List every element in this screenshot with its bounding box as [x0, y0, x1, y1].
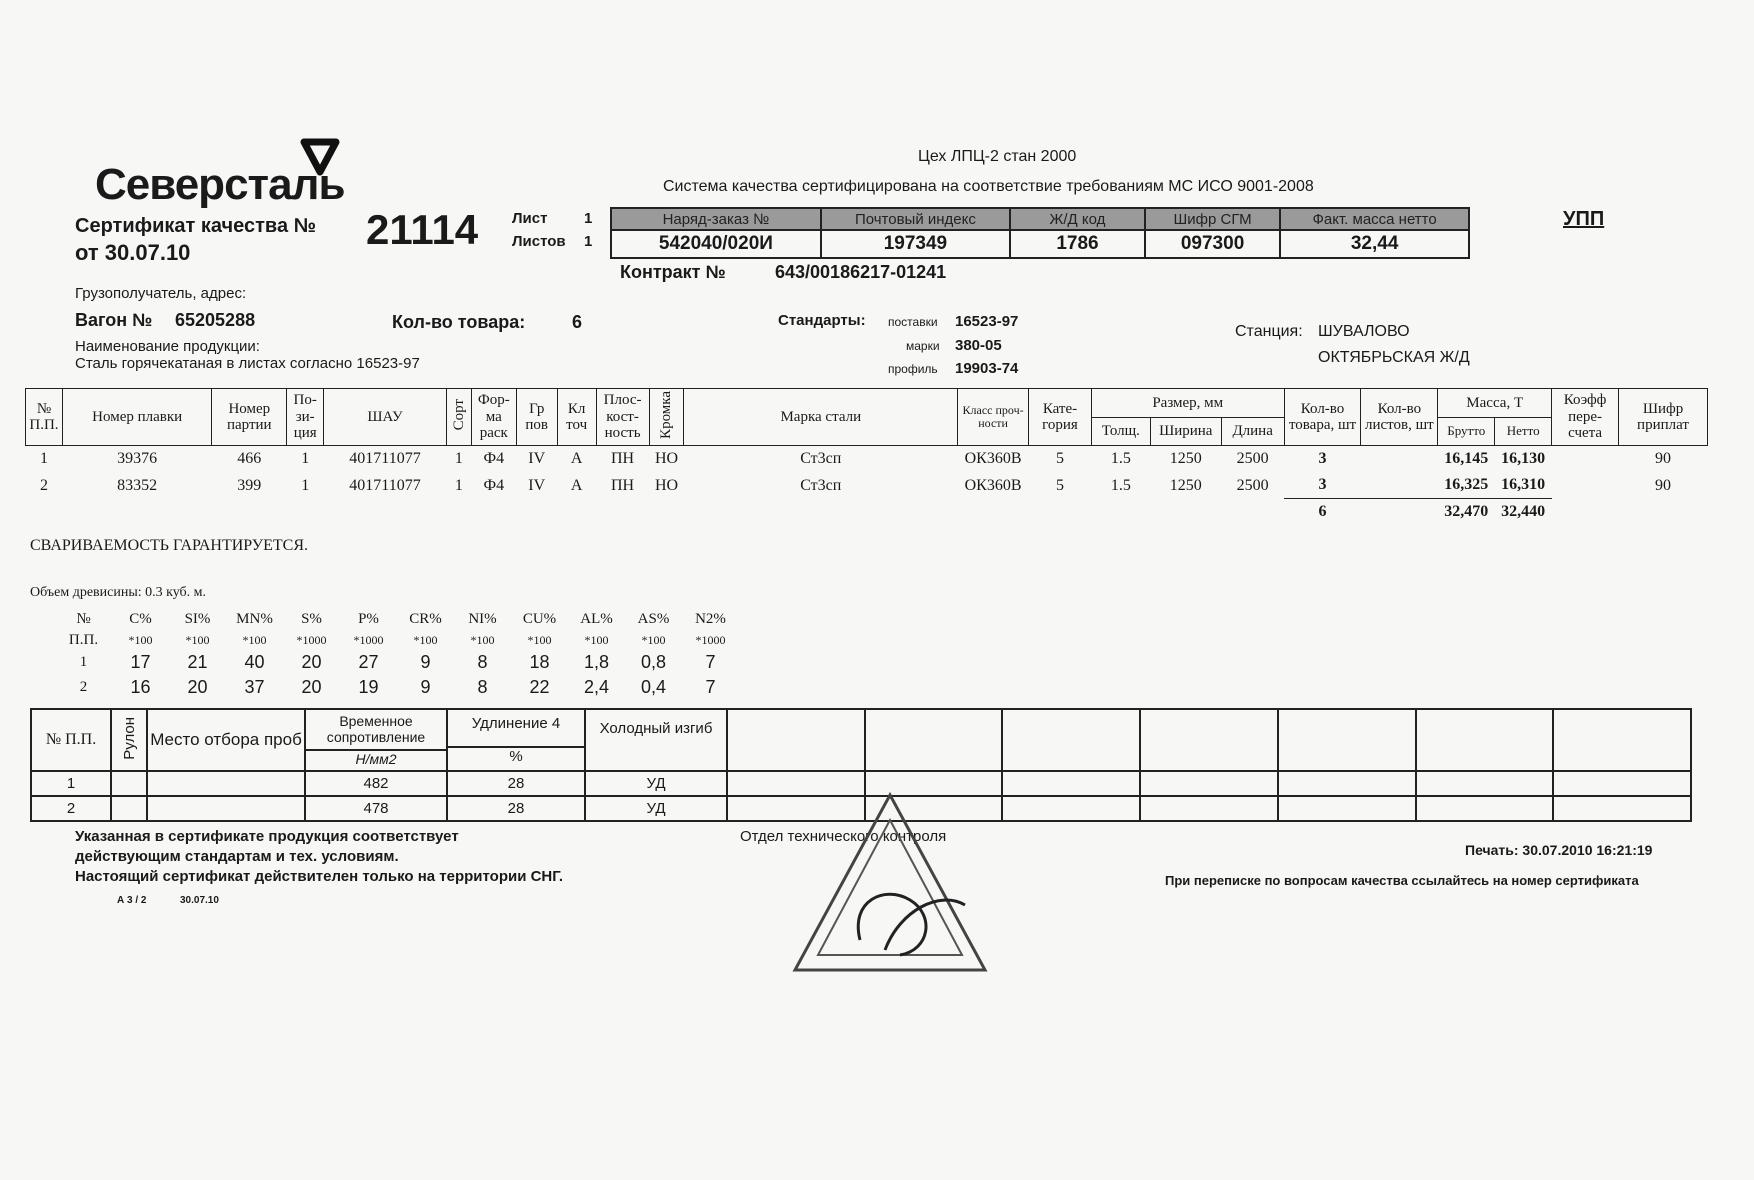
- cell-code: 90: [1655, 476, 1671, 494]
- cell-thick: 1.5: [1110, 476, 1131, 494]
- chem-h-ni: NI%: [468, 610, 497, 627]
- certificate-number: 21114: [366, 206, 479, 253]
- chem-cell: 27: [358, 652, 379, 672]
- workshop-label: Цех ЛПЦ-2 стан 2000: [918, 148, 1077, 165]
- col-heat: Номер плавки: [62, 389, 211, 446]
- standard-profile-value: 19903-74: [955, 360, 1019, 377]
- cell-form: Ф4: [483, 476, 505, 494]
- chem-cell: 1,8: [583, 652, 610, 672]
- chem-m-9: *100: [584, 632, 609, 647]
- cell-shau: 401711077: [349, 476, 421, 494]
- mech-empty-col: [1278, 709, 1416, 771]
- chem-cell: 40: [244, 652, 265, 672]
- chem-cell: 8: [477, 677, 488, 697]
- cell-cls: А: [570, 476, 583, 494]
- col-sort: [446, 389, 471, 446]
- col-batch: Номер партии: [212, 389, 287, 446]
- mech-empty-col: [1140, 709, 1278, 771]
- cell-gross: 16,325: [1444, 476, 1489, 494]
- standard-supply-value: 16523-97: [955, 313, 1019, 330]
- order-info-table: [610, 207, 1470, 259]
- cell-steel: Ст3сп: [800, 476, 842, 494]
- col-steel: Марка стали: [684, 389, 958, 446]
- footer-line-2: действующим стандартам и тех. условиям.: [75, 848, 399, 865]
- wagon-label: Вагон №: [75, 310, 153, 330]
- sgm-value: 097300: [1145, 230, 1280, 258]
- cell-strength: ОК360В: [964, 476, 1022, 494]
- chem-cell: 17: [130, 652, 151, 672]
- cell-cat: 5: [1055, 476, 1064, 494]
- wagon-value: 65205288: [175, 310, 256, 330]
- mech-empty-col: [1416, 709, 1554, 771]
- mech-h-bend: Холодный изгиб: [585, 709, 727, 771]
- chem-cell: 37: [244, 677, 265, 697]
- net-mass-header: Факт. масса нетто: [1280, 208, 1469, 230]
- chem-h-as: AS%: [637, 610, 670, 627]
- mech-h-place: Место отбора проб: [147, 709, 305, 771]
- correspondence-note: При переписке по вопросам качества ссылайтесь на номер сертификата: [1165, 873, 1639, 888]
- col-grp: Гр пов: [516, 389, 557, 446]
- chem-m-10: *100: [641, 632, 666, 647]
- cell-length: 2500: [1236, 450, 1269, 468]
- chem-cell: 20: [301, 652, 322, 672]
- col-sort-label: Сорт: [450, 399, 467, 431]
- contract-value: 643/00186217-01241: [775, 262, 947, 282]
- mech-h-elong-label: Удлинение 4: [471, 715, 561, 732]
- col-length: Длина: [1221, 417, 1284, 446]
- chem-h-si: SI%: [184, 610, 211, 627]
- chem-m-2: *100: [185, 632, 210, 647]
- col-mass: Масса, Т: [1438, 389, 1552, 418]
- cell-sheets: [1361, 446, 1438, 473]
- mech-cell-strength: 478: [305, 796, 447, 821]
- cell-heat: 83352: [117, 476, 158, 494]
- cell-num: 2: [39, 476, 48, 494]
- station-value: ШУВАЛОВО: [1318, 323, 1410, 340]
- upp-label: УПП: [1563, 208, 1605, 230]
- severstal-logo: Северсталь: [95, 160, 345, 209]
- cell-batch: 466: [237, 450, 262, 468]
- net-mass-value: 32,44: [1280, 230, 1469, 258]
- cell-cat: 5: [1055, 450, 1064, 468]
- chem-cell: 2,4: [583, 677, 610, 697]
- cell-length: 2500: [1236, 476, 1269, 494]
- total-gross: 32,470: [1438, 499, 1495, 526]
- col-width: Ширина: [1150, 417, 1221, 446]
- chem-h-s: S%: [301, 610, 322, 627]
- postal-header: Почтовый индекс: [821, 208, 1010, 230]
- footer-line-3: Настоящий сертификат действителен только на территории СНГ.: [75, 868, 564, 885]
- totals-row: [26, 499, 1708, 526]
- severstal-logo-mark-icon: [300, 138, 340, 176]
- cell-grp: IV: [528, 476, 546, 494]
- chem-m-3: *100: [242, 632, 267, 647]
- print-timestamp: Печать: 30.07.2010 16:21:19: [1465, 842, 1653, 858]
- table-row: [26, 472, 1708, 499]
- cell-shau: 401711077: [349, 450, 421, 468]
- cell-strength: ОК360В: [964, 450, 1022, 468]
- standard-profile-label: профиль: [888, 362, 938, 376]
- wood-volume-note: Объем древисины: 0.3 куб. м.: [30, 585, 207, 600]
- chem-cell: 8: [477, 652, 488, 672]
- chem-m-4: *1000: [296, 632, 327, 647]
- footer-code-date: 30.07.10: [180, 895, 219, 906]
- certificate-title: Сертификат качества №: [75, 215, 316, 237]
- mech-h-elong: [447, 709, 585, 771]
- railway-value: ОКТЯБРЬСКАЯ Ж/Д: [1318, 349, 1470, 366]
- chem-cell: 0,4: [640, 677, 667, 697]
- sheets-label: Листов: [512, 233, 566, 250]
- col-num: № П.П.: [26, 389, 63, 446]
- col-thick: Толщ.: [1091, 417, 1150, 446]
- chem-cell: 16: [130, 677, 151, 697]
- chem-cell: 7: [705, 652, 716, 672]
- mech-h-strength-unit: Н/мм2: [306, 749, 446, 767]
- chem-cell: 9: [420, 652, 431, 672]
- mech-h-coil: [111, 709, 147, 771]
- chem-m-0: П.П.: [68, 631, 99, 648]
- product-table: [25, 388, 1708, 525]
- order-value: 542040/020И: [611, 230, 821, 258]
- standards-label: Стандарты:: [778, 312, 866, 329]
- cell-cls: А: [570, 450, 583, 468]
- cell-heat: 39376: [117, 450, 158, 468]
- chem-m-1: *100: [128, 632, 153, 647]
- chem-cell: 21: [187, 652, 208, 672]
- otk-label: Отдел технического контроля: [740, 828, 947, 845]
- cell-flat: ПН: [611, 476, 635, 494]
- col-pos: По- зи- ция: [287, 389, 324, 446]
- col-edge: [649, 389, 684, 446]
- quality-system-label: Система качества сертифицирована на соответствие требованиям МС ИСО 9001-2008: [663, 178, 1314, 195]
- qty-value: 6: [572, 312, 583, 332]
- cell-sheets: [1361, 472, 1438, 499]
- cell-net: 16,130: [1501, 450, 1546, 468]
- chem-m-8: *100: [527, 632, 552, 647]
- cell-gross: 16,145: [1444, 450, 1489, 468]
- chem-m-5: *1000: [353, 632, 384, 647]
- col-coef: Коэфф пере- счета: [1552, 389, 1619, 446]
- cell-num: 1: [39, 450, 48, 468]
- product-name-label: Наименование продукции:: [75, 338, 260, 355]
- mech-h-strength-label: Временное сопротивление: [326, 713, 426, 745]
- chem-h-cu: CU%: [522, 610, 557, 627]
- mech-empty-col: [727, 709, 865, 771]
- col-shau: ШАУ: [324, 389, 447, 446]
- sheet-value: 1: [584, 210, 593, 227]
- col-code: Шифр приплат: [1619, 389, 1708, 446]
- sgm-header: Шифр СГМ: [1145, 208, 1280, 230]
- chem-cell: 20: [301, 677, 322, 697]
- chem-h-c: C%: [129, 610, 152, 627]
- cell-steel: Ст3сп: [800, 450, 842, 468]
- mech-h-elong-unit: %: [448, 746, 584, 765]
- mech-h-strength: [305, 709, 447, 771]
- chem-h-al: AL%: [580, 610, 613, 627]
- cell-form: Ф4: [483, 450, 505, 468]
- table-row: [26, 446, 1708, 473]
- mech-cell-strength: 482: [305, 771, 447, 796]
- cell-flat: ПН: [611, 450, 635, 468]
- chem-cell: 19: [358, 677, 379, 697]
- chem-h-p: P%: [358, 610, 379, 627]
- chem-row: [55, 675, 739, 700]
- cell-batch: 399: [237, 476, 262, 494]
- chem-cell: 22: [529, 677, 550, 697]
- cell-coef: [1552, 472, 1619, 499]
- cell-grp: IV: [528, 450, 546, 468]
- chem-h-n2: N2%: [695, 610, 726, 627]
- mech-empty-col: [865, 709, 1003, 771]
- cell-pos: 1: [301, 476, 310, 494]
- cell-qty: 3: [1318, 450, 1327, 468]
- mech-empty-col: [1002, 709, 1140, 771]
- col-form: Фор- ма раск: [471, 389, 516, 446]
- total-qty: 6: [1284, 499, 1361, 526]
- standard-grade-label: марки: [906, 339, 940, 353]
- mech-cell-elong: 28: [447, 796, 585, 821]
- chem-cell: 1: [79, 654, 88, 670]
- standard-supply-label: поставки: [888, 315, 938, 329]
- chemistry-table: [55, 608, 739, 700]
- chem-cell: 0,8: [640, 652, 667, 672]
- mech-cell-num: 2: [31, 796, 111, 821]
- consignee-label: Грузополучатель, адрес:: [75, 285, 247, 302]
- col-cls: Кл точ: [557, 389, 596, 446]
- chem-h-num: №: [76, 610, 91, 627]
- weldability-note: СВАРИВАЕМОСТЬ ГАРАНТИРУЕТСЯ.: [30, 537, 309, 554]
- rail-code-value: 1786: [1010, 230, 1145, 258]
- col-flat: Плос- кост- ность: [596, 389, 649, 446]
- cell-net: 16,310: [1501, 476, 1546, 494]
- col-edge-label: Кромка: [658, 391, 675, 439]
- cell-edge: НО: [654, 450, 679, 468]
- cell-sort: 1: [454, 450, 463, 468]
- mech-h-num: № П.П.: [31, 709, 111, 771]
- qty-label: Кол-во товара:: [392, 312, 526, 332]
- sheet-label: Лист: [512, 210, 548, 227]
- cell-edge: НО: [654, 476, 679, 494]
- col-gross: Брутто: [1438, 417, 1495, 446]
- cell-width: 1250: [1169, 476, 1202, 494]
- rail-code-header: Ж/Д код: [1010, 208, 1145, 230]
- col-net: Нетто: [1495, 417, 1552, 446]
- cell-pos: 1: [301, 450, 310, 468]
- certificate-date: от 30.07.10: [75, 240, 191, 265]
- col-qty-goods: Кол-во товара, шт: [1284, 389, 1361, 446]
- chem-cell: 18: [529, 652, 550, 672]
- chem-cell: 2: [79, 679, 88, 695]
- chem-m-6: *100: [413, 632, 438, 647]
- col-cat: Кате- гория: [1029, 389, 1092, 446]
- mech-h-coil-label: Рулон: [120, 716, 138, 760]
- footer-code: А 3 / 2: [117, 895, 147, 906]
- sheets-value: 1: [584, 233, 593, 250]
- chem-cell: 20: [187, 677, 208, 697]
- col-strength: Класс проч- ности: [958, 389, 1029, 446]
- cell-sort: 1: [454, 476, 463, 494]
- chem-h-mn: MN%: [236, 610, 273, 627]
- chem-cell: 7: [705, 677, 716, 697]
- postal-value: 197349: [821, 230, 1010, 258]
- otk-stamp-icon: [790, 790, 990, 990]
- order-header: Наряд-заказ №: [611, 208, 821, 230]
- cell-coef: [1552, 446, 1619, 473]
- chem-cell: 9: [420, 677, 431, 697]
- chem-row: [55, 650, 739, 675]
- total-net: 32,440: [1495, 499, 1552, 526]
- col-qty-sheets: Кол-во листов, шт: [1361, 389, 1438, 446]
- mech-cell-elong: 28: [447, 771, 585, 796]
- station-label: Станция:: [1235, 323, 1303, 340]
- col-size: Размер, мм: [1091, 389, 1284, 418]
- cell-width: 1250: [1169, 450, 1202, 468]
- mech-cell-bend: УД: [585, 796, 727, 821]
- standard-grade-value: 380-05: [955, 337, 1002, 354]
- chem-h-cr: CR%: [409, 610, 442, 627]
- mech-empty-col: [1553, 709, 1691, 771]
- contract-label: Контракт №: [620, 262, 726, 282]
- chem-m-7: *100: [470, 632, 495, 647]
- cell-qty: 3: [1318, 476, 1327, 494]
- cell-thick: 1.5: [1110, 450, 1131, 468]
- cell-code: 90: [1655, 450, 1671, 468]
- product-name: Сталь горячекатаная в листах согласно 16523-97: [75, 355, 420, 372]
- mech-cell-num: 1: [31, 771, 111, 796]
- footer-line-1: Указанная в сертификате продукция соответствует: [75, 828, 459, 845]
- mech-cell-bend: УД: [585, 771, 727, 796]
- chem-m-11: *1000: [695, 632, 726, 647]
